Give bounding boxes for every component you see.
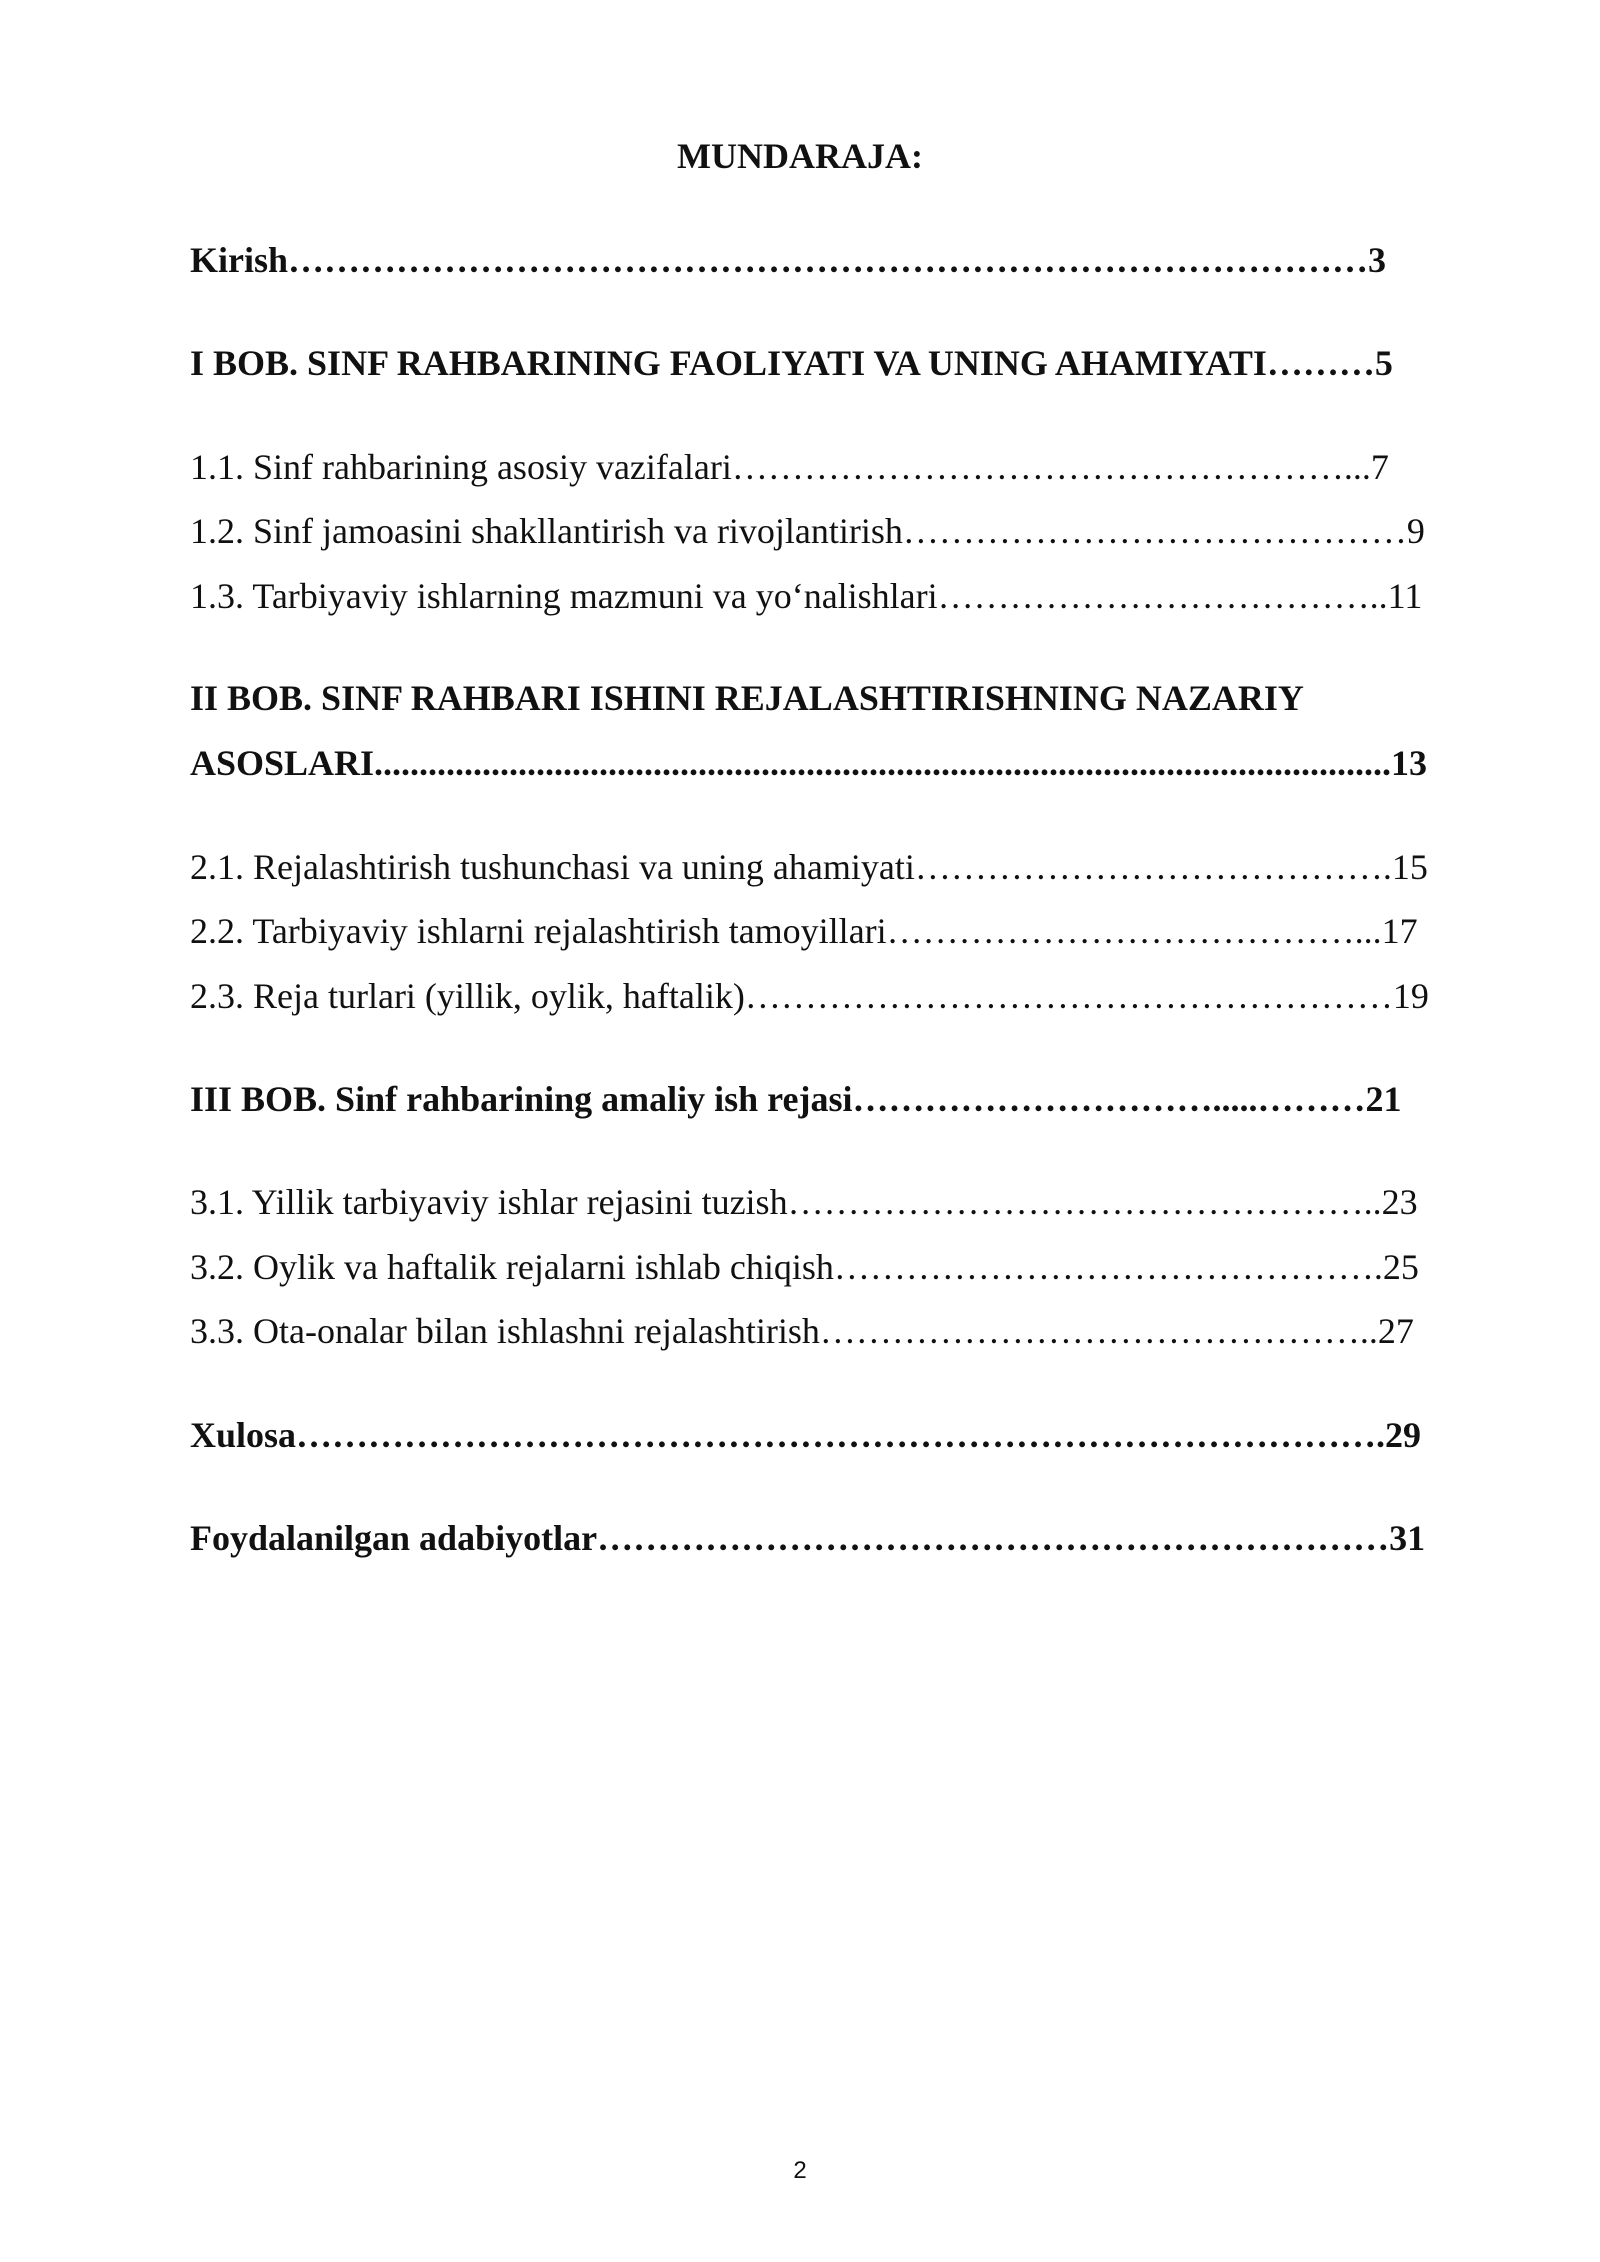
toc-entry-bob-3: III BOB. Sinf rahbarining amaliy ish rejasi………………………….....………21: [190, 1079, 1402, 1119]
toc-entry-2-1: 2.1. Rejalashtirish tushunchasi va uning ahamiyati………………………………….15: [190, 847, 1428, 887]
toc-entry-2-2: 2.2. Tarbiyaviy ishlarni rejalashtirish tamoyillari…………………………………...17: [190, 911, 1418, 951]
toc-entry-1-2: 1.2. Sinf jamoasini shakllantirish va rivojlantirish……………………………………9: [190, 511, 1425, 551]
toc-entry-3-2: 3.2. Oylik va haftalik rejalarni ishlab chiqish……………………………………….25: [190, 1247, 1419, 1287]
page-number: 2: [793, 2157, 807, 2184]
toc-entry-1-3: 1.3. Tarbiyaviy ishlarning mazmuni va yo‘nalishlari………………………………..11: [190, 576, 1423, 616]
toc-entry-3-1: 3.1. Yillik tarbiyaviy ishlar rejasini tuzish…………………………………………..23: [190, 1182, 1418, 1222]
toc-entry-adabiyotlar: Foydalanilgan adabiyotlar…………………………………………………………31: [190, 1518, 1426, 1558]
toc-entry-bob-2: II BOB. SINF RAHBARI ISHINI REJALASHTIRISHNING NAZARIY ASOSLARI.................................................................................................................13: [190, 678, 1428, 783]
toc-entry-xulosa: Xulosa……………………………………………………………………………….29: [190, 1415, 1422, 1455]
toc-entry-3-3: 3.3. Ota-onalar bilan ishlashni rejalashtirish………………………………………..27: [190, 1311, 1414, 1351]
toc-entry-1-1: 1.1. Sinf rahbarining asosiy vazifalari……………………………………………...7: [190, 447, 1389, 487]
toc-entry-kirish: Kirish………………………………………………………………………………3: [190, 240, 1387, 280]
toc-entry-bob-1: I BOB. SINF RAHBARINING FAOLIYATI VA UNING AHAMIYATI………5: [190, 343, 1393, 383]
toc-entry-2-3: 2.3. Reja turlari (yillik, oylik, haftalik)………………………………………………19: [190, 976, 1429, 1016]
page-title: MUNDARAJA:: [677, 136, 923, 176]
